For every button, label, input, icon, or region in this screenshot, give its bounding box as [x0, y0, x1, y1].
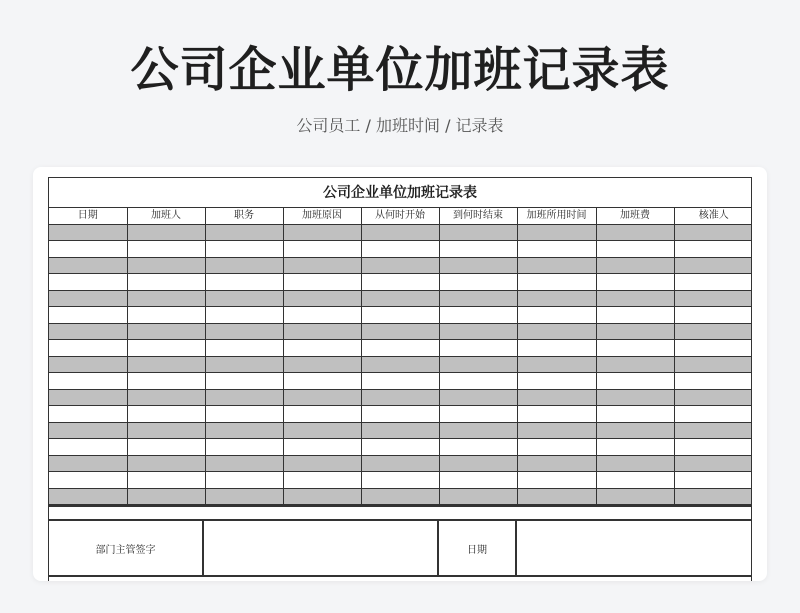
overtime-table	[49, 208, 752, 505]
table-cell	[439, 472, 517, 489]
table-cell	[439, 439, 517, 456]
table-cell	[517, 406, 596, 423]
table-cell	[205, 472, 283, 489]
table-cell	[49, 307, 127, 324]
table-cell	[361, 439, 439, 456]
table-cell	[283, 241, 361, 258]
column-header-end-time: 到何时结束	[439, 208, 517, 224]
table-cell	[596, 257, 674, 274]
table-cell	[127, 290, 205, 307]
table-cell	[596, 356, 674, 373]
table-cell	[49, 323, 127, 340]
column-header-position: 职务	[205, 208, 283, 224]
table-cell	[127, 356, 205, 373]
table-cell	[674, 389, 752, 406]
table-cell	[127, 488, 205, 505]
table-cell	[596, 472, 674, 489]
column-header-pay: 加班费	[596, 208, 674, 224]
table-cell	[49, 422, 127, 439]
table-cell	[517, 257, 596, 274]
table-cell	[674, 323, 752, 340]
table-cell	[361, 307, 439, 324]
table-cell	[49, 241, 127, 258]
table-row	[49, 472, 752, 489]
signature-date-cell	[517, 521, 751, 575]
page-title: 公司企业单位加班记录表	[130, 42, 670, 98]
table-cell	[283, 224, 361, 241]
table-cell	[517, 455, 596, 472]
table-cell	[283, 455, 361, 472]
table-cell	[517, 224, 596, 241]
table-row	[49, 488, 752, 505]
table-cell	[205, 340, 283, 357]
table-cell	[283, 373, 361, 390]
table-cell	[361, 472, 439, 489]
table-row	[49, 307, 752, 324]
table-cell	[439, 290, 517, 307]
table-cell	[674, 439, 752, 456]
table-cell	[283, 389, 361, 406]
table-cell	[127, 455, 205, 472]
table-cell	[439, 455, 517, 472]
table-cell	[674, 422, 752, 439]
table-cell	[283, 323, 361, 340]
table-cell	[674, 274, 752, 291]
table-cell	[361, 224, 439, 241]
table-cell	[205, 323, 283, 340]
table-cell	[439, 274, 517, 291]
table-cell	[49, 406, 127, 423]
table-cell	[439, 488, 517, 505]
table-cell	[439, 422, 517, 439]
table-cell	[283, 472, 361, 489]
table-cell	[49, 389, 127, 406]
table-cell	[49, 488, 127, 505]
table-cell	[127, 323, 205, 340]
table-cell	[49, 274, 127, 291]
table-cell	[439, 307, 517, 324]
table-row	[49, 274, 752, 291]
table-cell	[517, 274, 596, 291]
table-cell	[127, 340, 205, 357]
table-cell	[283, 406, 361, 423]
table-cell	[439, 406, 517, 423]
table-cell	[674, 472, 752, 489]
table-cell	[205, 224, 283, 241]
table-cell	[517, 241, 596, 258]
page-subtitle: 公司员工 / 加班时间 / 记录表	[296, 116, 504, 135]
table-cell	[127, 274, 205, 291]
table-cell	[674, 488, 752, 505]
table-cell	[205, 439, 283, 456]
table-cell	[674, 224, 752, 241]
table-cell	[205, 488, 283, 505]
table-cell	[361, 455, 439, 472]
table-cell	[674, 241, 752, 258]
table-cell	[283, 439, 361, 456]
table-cell	[127, 257, 205, 274]
table-cell	[596, 439, 674, 456]
table-cell	[283, 257, 361, 274]
table-cell	[283, 356, 361, 373]
table-row	[49, 257, 752, 274]
table-cell	[517, 373, 596, 390]
table-cell	[49, 257, 127, 274]
table-cell	[49, 224, 127, 241]
table-cell	[205, 373, 283, 390]
table-cell	[361, 257, 439, 274]
overtime-record-sheet	[48, 177, 752, 581]
table-cell	[205, 274, 283, 291]
table-cell	[674, 340, 752, 357]
table-cell	[674, 290, 752, 307]
table-row	[49, 356, 752, 373]
table-cell	[361, 422, 439, 439]
table-cell	[517, 340, 596, 357]
column-header-approver: 核准人	[674, 208, 752, 224]
table-row	[49, 241, 752, 258]
table-cell	[127, 389, 205, 406]
table-row	[49, 455, 752, 472]
column-header-duration: 加班所用时间	[517, 208, 596, 224]
table-cell	[205, 422, 283, 439]
table-cell	[127, 472, 205, 489]
signature-date-label: 日期	[439, 521, 517, 575]
table-cell	[517, 323, 596, 340]
table-row	[49, 224, 752, 241]
table-cell	[517, 290, 596, 307]
table-cell	[49, 356, 127, 373]
supervisor-signature-label: 部门主管签字	[49, 521, 204, 575]
table-row	[49, 323, 752, 340]
table-cell	[439, 257, 517, 274]
table-cell	[127, 241, 205, 258]
supervisor-signature-cell	[204, 521, 439, 575]
column-header-person: 加班人	[127, 208, 205, 224]
table-cell	[596, 373, 674, 390]
table-cell	[517, 422, 596, 439]
table-cell	[596, 389, 674, 406]
column-header-reason: 加班原因	[283, 208, 361, 224]
table-cell	[439, 241, 517, 258]
table-cell	[361, 488, 439, 505]
column-header-start-time: 从何时开始	[361, 208, 439, 224]
table-cell	[283, 422, 361, 439]
table-cell	[596, 488, 674, 505]
table-cell	[361, 356, 439, 373]
table-row	[49, 439, 752, 456]
table-cell	[283, 274, 361, 291]
table-cell	[439, 340, 517, 357]
table-cell	[674, 455, 752, 472]
column-header-date: 日期	[49, 208, 127, 224]
table-cell	[674, 307, 752, 324]
table-cell	[205, 389, 283, 406]
table-row	[49, 406, 752, 423]
table-cell	[205, 307, 283, 324]
table-cell	[674, 257, 752, 274]
table-cell	[596, 307, 674, 324]
table-row	[49, 290, 752, 307]
table-row	[49, 422, 752, 439]
sheet-preview-card	[33, 167, 767, 581]
table-cell	[439, 224, 517, 241]
table-cell	[674, 356, 752, 373]
table-cell	[127, 224, 205, 241]
table-cell	[674, 406, 752, 423]
table-cell	[517, 389, 596, 406]
table-cell	[517, 472, 596, 489]
table-body	[49, 224, 752, 505]
table-cell	[361, 340, 439, 357]
table-row	[49, 389, 752, 406]
table-cell	[49, 472, 127, 489]
table-cell	[127, 439, 205, 456]
table-cell	[205, 455, 283, 472]
table-cell	[517, 356, 596, 373]
table-cell	[674, 373, 752, 390]
table-cell	[596, 241, 674, 258]
table-cell	[439, 323, 517, 340]
table-cell	[517, 439, 596, 456]
table-cell	[439, 356, 517, 373]
table-cell	[127, 307, 205, 324]
table-cell	[127, 406, 205, 423]
table-cell	[361, 274, 439, 291]
table-cell	[361, 290, 439, 307]
table-cell	[49, 290, 127, 307]
table-cell	[283, 488, 361, 505]
table-row	[49, 340, 752, 357]
table-cell	[205, 241, 283, 258]
table-cell	[49, 340, 127, 357]
table-header-row	[49, 208, 752, 224]
table-cell	[596, 323, 674, 340]
table-cell	[596, 224, 674, 241]
table-cell	[361, 389, 439, 406]
table-cell	[596, 290, 674, 307]
table-cell	[517, 307, 596, 324]
table-cell	[596, 274, 674, 291]
table-cell	[361, 241, 439, 258]
table-cell	[361, 406, 439, 423]
table-cell	[205, 290, 283, 307]
sheet-title: 公司企业单位加班记录表	[49, 178, 751, 208]
table-cell	[49, 373, 127, 390]
table-cell	[596, 455, 674, 472]
table-cell	[517, 488, 596, 505]
table-cell	[283, 290, 361, 307]
table-cell	[205, 406, 283, 423]
table-cell	[361, 373, 439, 390]
table-cell	[127, 422, 205, 439]
table-cell	[49, 439, 127, 456]
table-cell	[283, 340, 361, 357]
table-cell	[127, 373, 205, 390]
table-cell	[361, 323, 439, 340]
table-cell	[596, 340, 674, 357]
table-cell	[49, 455, 127, 472]
table-cell	[596, 422, 674, 439]
table-cell	[283, 307, 361, 324]
table-cell	[205, 257, 283, 274]
table-cell	[596, 406, 674, 423]
table-cell	[205, 356, 283, 373]
signature-row	[49, 521, 751, 577]
table-row	[49, 373, 752, 390]
table-cell	[439, 389, 517, 406]
table-cell	[439, 373, 517, 390]
table-gap-row	[49, 505, 751, 521]
